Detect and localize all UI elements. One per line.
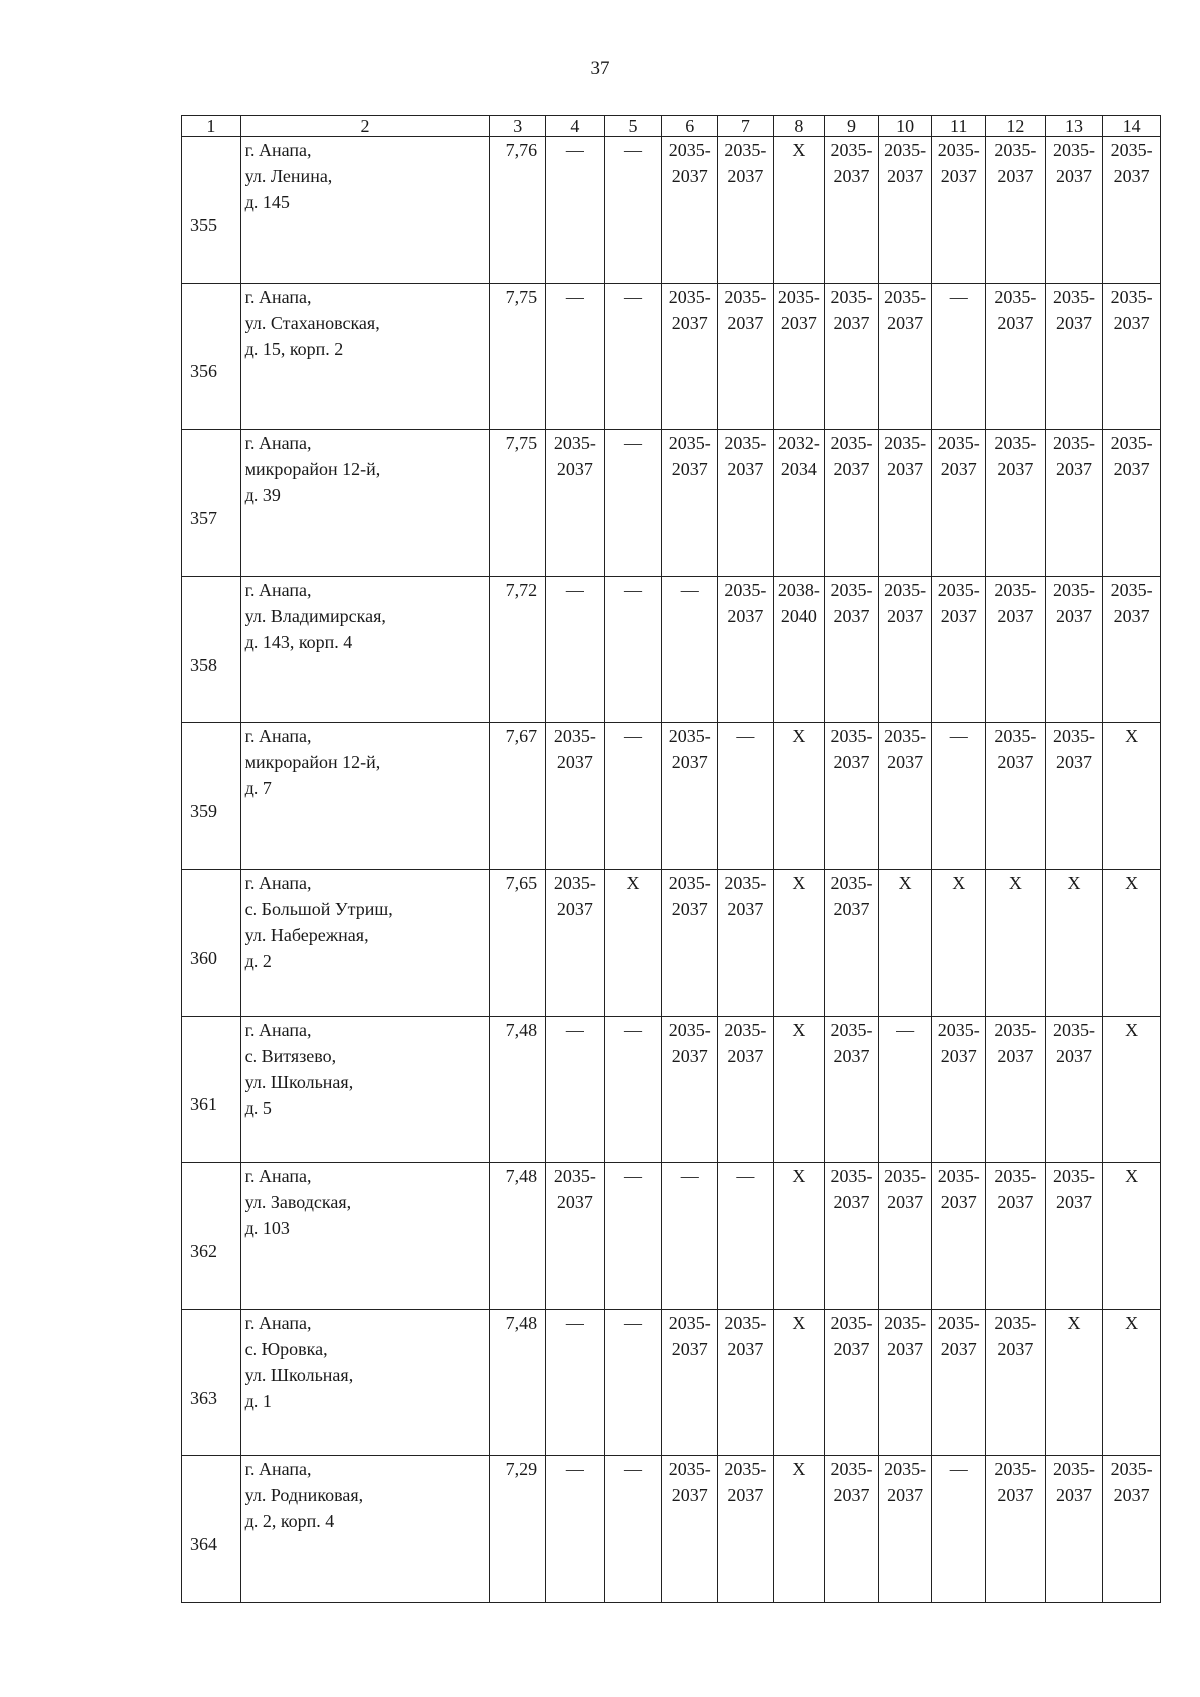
row-number: 357 <box>182 430 241 577</box>
period-cell: 2035- 2037 <box>878 430 932 577</box>
column-header: 8 <box>773 116 825 137</box>
period-cell: 2035- 2037 <box>825 576 879 723</box>
period-cell: — <box>604 1309 662 1456</box>
column-header: 9 <box>825 116 879 137</box>
period-cell: 2035- 2037 <box>825 1163 879 1310</box>
period-cell: 2035- 2037 <box>985 576 1045 723</box>
address-line: г. Анапа, <box>244 433 312 454</box>
table-row <box>182 430 1161 577</box>
period-cell: — <box>546 1016 605 1163</box>
row-number: 359 <box>182 723 241 870</box>
period-cell: 2035- 2037 <box>1103 430 1161 577</box>
period-cell: 2035- 2037 <box>878 1309 932 1456</box>
column-header: 1 <box>182 116 241 137</box>
address-line: г. Анапа, <box>244 726 312 747</box>
page-number: 37 <box>590 58 610 79</box>
row-number: 358 <box>182 576 241 723</box>
address-line: ул. Стахановская, <box>244 312 380 333</box>
period-cell: — <box>604 723 662 870</box>
address-line: ул. Школьная, <box>244 1071 354 1092</box>
period-cell: 2035- 2037 <box>878 137 932 284</box>
period-cell: 2035- 2037 <box>985 1456 1045 1603</box>
period-cell: 2035- 2037 <box>1045 723 1103 870</box>
period-cell: X <box>773 1016 825 1163</box>
address-line: ул. Родниковая, <box>244 1485 364 1506</box>
score-cell: 7,67 <box>490 723 546 870</box>
address-line: д. 143, корп. 4 <box>244 631 353 652</box>
address-cell <box>240 1016 490 1163</box>
column-header: 11 <box>932 116 986 137</box>
period-cell: — <box>604 576 662 723</box>
period-cell: — <box>546 283 605 430</box>
period-cell: 2035- 2037 <box>1045 430 1103 577</box>
period-cell: 2035- 2037 <box>985 283 1045 430</box>
period-cell: 2035- 2037 <box>1045 1016 1103 1163</box>
address-line: д. 145 <box>244 192 290 212</box>
table-row <box>182 869 1161 1016</box>
data-table <box>181 115 1161 1603</box>
column-header: 6 <box>662 116 718 137</box>
period-cell: 2035- 2037 <box>662 1309 718 1456</box>
period-cell: 2035- 2037 <box>773 283 825 430</box>
period-cell: — <box>546 576 605 723</box>
period-cell: X <box>773 869 825 1016</box>
period-cell: X <box>1103 1016 1161 1163</box>
address-line: г. Анапа, <box>244 579 312 600</box>
period-cell: 2035- 2037 <box>662 137 718 284</box>
address-line: д. 2 <box>244 950 272 971</box>
address-line: д. 15, корп. 2 <box>244 338 344 359</box>
column-header: 3 <box>490 116 546 137</box>
address-line: д. 1 <box>244 1390 272 1411</box>
period-cell: 2035- 2037 <box>878 1456 932 1603</box>
row-number: 356 <box>182 283 241 430</box>
period-cell: 2035- 2037 <box>825 723 879 870</box>
table-row <box>182 137 1161 284</box>
address-line: ул. Ленина, <box>244 166 333 186</box>
score-cell: 7,72 <box>490 576 546 723</box>
column-header: 14 <box>1103 116 1161 137</box>
score-cell: 7,76 <box>490 137 546 284</box>
row-number: 363 <box>182 1309 241 1456</box>
period-cell: 2035- 2037 <box>985 723 1045 870</box>
period-cell: 2035- 2037 <box>878 723 932 870</box>
period-cell: 2035- 2037 <box>662 1456 718 1603</box>
address-line: г. Анапа, <box>244 1312 312 1333</box>
period-cell: 2035- 2037 <box>546 430 605 577</box>
score-cell: 7,48 <box>490 1309 546 1456</box>
table-row <box>182 723 1161 870</box>
score-cell: 7,75 <box>490 283 546 430</box>
address-line: д. 103 <box>244 1218 290 1239</box>
period-cell: 2035- 2037 <box>825 1016 879 1163</box>
period-cell: 2035- 2037 <box>932 1016 986 1163</box>
period-cell: X <box>604 869 662 1016</box>
period-cell: — <box>604 430 662 577</box>
score-cell: 7,29 <box>490 1456 546 1603</box>
period-cell: 2035- 2037 <box>662 1016 718 1163</box>
score-cell: 7,48 <box>490 1016 546 1163</box>
period-cell: 2035- 2037 <box>985 430 1045 577</box>
period-cell: 2035- 2037 <box>825 137 879 284</box>
period-cell: — <box>718 723 774 870</box>
period-cell: X <box>1045 869 1103 1016</box>
period-cell: 2035- 2037 <box>825 430 879 577</box>
address-line: с. Витязево, <box>244 1045 337 1066</box>
column-header: 12 <box>985 116 1045 137</box>
period-cell: 2035- 2037 <box>1045 576 1103 723</box>
address-line: д. 7 <box>244 778 272 799</box>
period-cell: — <box>932 283 986 430</box>
address-line: г. Анапа, <box>244 140 312 160</box>
score-cell: 7,75 <box>490 430 546 577</box>
period-cell: 2035- 2037 <box>985 1163 1045 1310</box>
period-cell: 2035- 2037 <box>1045 1456 1103 1603</box>
period-cell: 2035- 2037 <box>718 1309 774 1456</box>
period-cell: — <box>604 283 662 430</box>
period-cell: X <box>1103 1309 1161 1456</box>
address-line: г. Анапа, <box>244 1459 312 1480</box>
address-line: ул. Школьная, <box>244 1364 354 1385</box>
address-line: д. 5 <box>244 1097 272 1118</box>
period-cell: — <box>662 576 718 723</box>
column-header: 7 <box>718 116 774 137</box>
period-cell: X <box>773 137 825 284</box>
column-header: 4 <box>546 116 605 137</box>
period-cell: 2035- 2037 <box>718 430 774 577</box>
period-cell: 2035- 2037 <box>718 1456 774 1603</box>
column-header: 2 <box>240 116 490 137</box>
table-row <box>182 1016 1161 1163</box>
period-cell: 2035- 2037 <box>1103 137 1161 284</box>
period-cell: X <box>773 1163 825 1310</box>
period-cell: — <box>546 1456 605 1603</box>
period-cell: X <box>1103 869 1161 1016</box>
period-cell: 2035- 2037 <box>878 283 932 430</box>
period-cell: 2038- 2040 <box>773 576 825 723</box>
row-number: 360 <box>182 869 241 1016</box>
table-row <box>182 1163 1161 1310</box>
period-cell: X <box>773 1456 825 1603</box>
period-cell: 2035- 2037 <box>662 430 718 577</box>
period-cell: 2035- 2037 <box>932 430 986 577</box>
period-cell: X <box>932 869 986 1016</box>
address-cell <box>240 137 490 284</box>
period-cell: 2035- 2037 <box>1045 137 1103 284</box>
period-cell: 2035- 2037 <box>932 1163 986 1310</box>
period-cell: 2035- 2037 <box>662 869 718 1016</box>
address-line: микрорайон 12-й, <box>244 752 381 773</box>
period-cell: X <box>773 723 825 870</box>
column-header-row <box>182 116 1161 137</box>
column-header: 5 <box>604 116 662 137</box>
column-header: 10 <box>878 116 932 137</box>
period-cell: 2035- 2037 <box>825 1456 879 1603</box>
period-cell: — <box>932 723 986 870</box>
row-number: 362 <box>182 1163 241 1310</box>
period-cell: X <box>773 1309 825 1456</box>
period-cell: 2035- 2037 <box>718 869 774 1016</box>
period-cell: 2035- 2037 <box>932 137 986 284</box>
address-line: микрорайон 12-й, <box>244 459 381 480</box>
period-cell: 2035- 2037 <box>985 137 1045 284</box>
period-cell: 2035- 2037 <box>932 576 986 723</box>
period-cell: 2035- 2037 <box>718 137 774 284</box>
period-cell: 2035- 2037 <box>932 1309 986 1456</box>
period-cell: 2035- 2037 <box>878 1163 932 1310</box>
period-cell: 2035- 2037 <box>662 723 718 870</box>
address-line: г. Анапа, <box>244 286 312 307</box>
period-cell: — <box>546 1309 605 1456</box>
address-line: ул. Владимирская, <box>244 605 386 626</box>
address-line: д. 2, корп. 4 <box>244 1511 335 1532</box>
period-cell: — <box>662 1163 718 1310</box>
address-cell <box>240 283 490 430</box>
row-number: 361 <box>182 1016 241 1163</box>
table-row <box>182 283 1161 430</box>
address-cell <box>240 723 490 870</box>
address-cell <box>240 576 490 723</box>
period-cell: — <box>546 137 605 284</box>
period-cell: 2035- 2037 <box>546 869 605 1016</box>
address-line: г. Анапа, <box>244 1019 312 1040</box>
table-row <box>182 1309 1161 1456</box>
address-cell <box>240 430 490 577</box>
address-line: г. Анапа, <box>244 1166 312 1187</box>
row-number: 364 <box>182 1456 241 1603</box>
address-line: с. Юровка, <box>244 1338 328 1359</box>
period-cell: — <box>604 1456 662 1603</box>
period-cell: 2035- 2037 <box>1045 1163 1103 1310</box>
address-line: с. Большой Утриш, <box>244 898 393 919</box>
period-cell: — <box>604 137 662 284</box>
address-cell <box>240 1456 490 1603</box>
period-cell: 2035- 2037 <box>662 283 718 430</box>
address-cell <box>240 869 490 1016</box>
period-cell: — <box>604 1163 662 1310</box>
period-cell: X <box>1103 723 1161 870</box>
address-cell <box>240 1163 490 1310</box>
period-cell: X <box>878 869 932 1016</box>
period-cell: 2032- 2034 <box>773 430 825 577</box>
address-line: д. 39 <box>244 485 281 506</box>
period-cell: 2035- 2037 <box>985 1309 1045 1456</box>
score-cell: 7,65 <box>490 869 546 1016</box>
period-cell: — <box>604 1016 662 1163</box>
period-cell: 2035- 2037 <box>825 283 879 430</box>
table-row <box>182 1456 1161 1603</box>
period-cell: 2035- 2037 <box>546 723 605 870</box>
period-cell: 2035- 2037 <box>1045 283 1103 430</box>
period-cell: — <box>718 1163 774 1310</box>
period-cell: 2035- 2037 <box>1103 1456 1161 1603</box>
row-number: 355 <box>182 137 241 284</box>
address-cell <box>240 1309 490 1456</box>
table-row <box>182 576 1161 723</box>
period-cell: — <box>878 1016 932 1163</box>
period-cell: 2035- 2037 <box>1103 576 1161 723</box>
period-cell: 2035- 2037 <box>825 1309 879 1456</box>
address-line: ул. Заводская, <box>244 1192 352 1213</box>
period-cell: 2035- 2037 <box>1103 283 1161 430</box>
period-cell: X <box>1103 1163 1161 1310</box>
period-cell: 2035- 2037 <box>718 283 774 430</box>
period-cell: X <box>1045 1309 1103 1456</box>
score-cell: 7,48 <box>490 1163 546 1310</box>
period-cell: 2035- 2037 <box>546 1163 605 1310</box>
period-cell: 2035- 2037 <box>878 576 932 723</box>
period-cell: 2035- 2037 <box>718 1016 774 1163</box>
period-cell: 2035- 2037 <box>825 869 879 1016</box>
column-header: 13 <box>1045 116 1103 137</box>
address-line: г. Анапа, <box>244 872 312 893</box>
address-line: ул. Набережная, <box>244 924 369 945</box>
period-cell: 2035- 2037 <box>985 1016 1045 1163</box>
period-cell: 2035- 2037 <box>718 576 774 723</box>
period-cell: X <box>985 869 1045 1016</box>
period-cell: — <box>932 1456 986 1603</box>
